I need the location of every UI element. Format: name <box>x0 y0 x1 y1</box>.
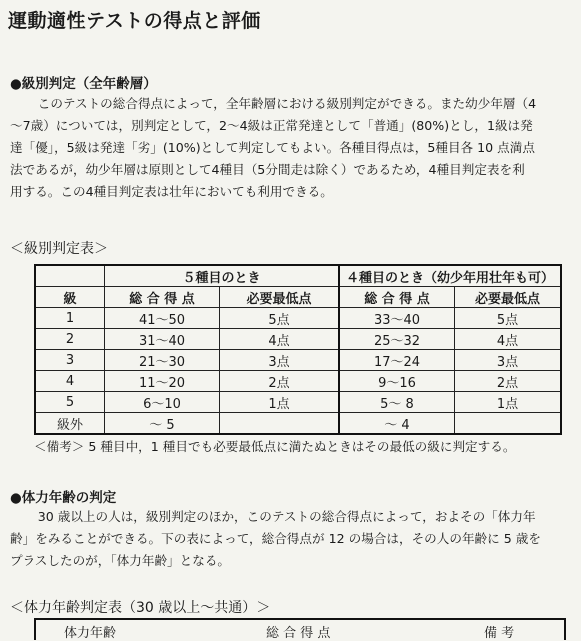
cell-total-5: 6〜10 <box>105 392 220 413</box>
table-cell <box>35 265 105 287</box>
col-header-min-5: 必要最低点 <box>220 287 340 308</box>
paragraph-line: 法であるが，幼少年層は原則として4種目（5分間走は除く）であるため，4種目判定表を利 <box>10 162 525 177</box>
cell-min-4: 3点 <box>455 350 562 371</box>
paragraph-line: プラスしたのが，「体力年齢」となる。 <box>10 553 231 568</box>
col-header-min-4: 必要最低点 <box>455 287 562 308</box>
table-note: ＜備考＞ 5 種目中，1 種目でも必要最低点に満たぬときはその最低の級に判定する。 <box>34 439 516 454</box>
cell-total-4: 〜 4 <box>339 413 455 435</box>
section-heading-grade: ●級別判定（全年齢層） <box>10 76 157 92</box>
cell-min-4: 2点 <box>455 371 562 392</box>
notes-col-header: 備 考 <box>484 626 515 641</box>
col-header-total-5: 総 合 得 点 <box>105 287 220 308</box>
page-title: 運動適性テストの得点と評価 <box>8 10 261 32</box>
group-header-4: ４種目のとき（幼少年用壮年も可） <box>339 265 561 287</box>
paragraph-line: 用する。この4種目判定表は壮年においても利用できる。 <box>10 184 333 199</box>
table-row <box>35 413 561 435</box>
group-header-5: ５種目のとき <box>105 265 340 287</box>
age-col-header: 体力年齢 <box>64 626 117 641</box>
cell-min-5: 4点 <box>220 329 340 350</box>
cell-min-4: 1点 <box>455 392 562 413</box>
table-row <box>35 350 561 371</box>
table-row <box>35 392 561 413</box>
table-row <box>35 371 561 392</box>
grade-table <box>34 264 562 435</box>
cell-total-4: 17〜24 <box>339 350 455 371</box>
cell-min-5: 3点 <box>220 350 340 371</box>
grade-table-caption: ＜級別判定表＞ <box>10 241 108 257</box>
total-col-header: 総 合 得 点 <box>266 626 331 641</box>
col-header-grade: 級 <box>35 287 105 308</box>
col-header-total-4: 総 合 得 点 <box>339 287 455 308</box>
table-row <box>35 329 561 350</box>
age-explanation <box>10 506 574 572</box>
cell-grade: 3 <box>35 350 105 371</box>
cell-grade: 1 <box>35 308 105 329</box>
cell-total-5: 31〜40 <box>105 329 220 350</box>
cell-total-5: 41〜50 <box>105 308 220 329</box>
cell-total-4: 33〜40 <box>339 308 455 329</box>
section-heading-age: ●体力年齢の判定 <box>10 490 117 506</box>
cell-min-5: 5点 <box>220 308 340 329</box>
paragraph-line: 齢」をみることができる。下の表によって，総合得点が 12 の場合は，その人の年齢に 5 歳を <box>10 531 541 546</box>
cell-total-4: 5〜 8 <box>339 392 455 413</box>
cell-total-4: 25〜32 <box>339 329 455 350</box>
table-cell <box>455 413 562 435</box>
paragraph-line: 30 歳以上の人は，級別判定のほか，このテストの総合得点によって，およその「体力年 <box>37 509 536 524</box>
cell-grade: 5 <box>35 392 105 413</box>
table-group-header <box>35 265 561 287</box>
table-cell <box>220 413 340 435</box>
cell-total-4: 9〜16 <box>339 371 455 392</box>
cell-grade: 2 <box>35 329 105 350</box>
cell-grade: 級外 <box>35 413 105 435</box>
cell-min-5: 1点 <box>220 392 340 413</box>
age-table <box>34 618 566 640</box>
cell-min-4: 5点 <box>455 308 562 329</box>
table-column-header <box>35 287 561 308</box>
cell-total-5: 〜 5 <box>105 413 220 435</box>
grade-explanation <box>10 93 574 203</box>
cell-total-5: 11〜20 <box>105 371 220 392</box>
cell-min-5: 2点 <box>220 371 340 392</box>
paragraph-line: 〜7歳）については，別判定として，2〜4級は正常発達として「普通」(80%)とし，1級は発 <box>10 118 533 133</box>
paragraph-line: 達「優」，5級は発達「劣」(10%)として判定してもよい。各種目得点は，5種目各 10 点満点 <box>10 140 535 155</box>
table-row <box>35 308 561 329</box>
cell-total-5: 21〜30 <box>105 350 220 371</box>
cell-grade: 4 <box>35 371 105 392</box>
cell-min-4: 4点 <box>455 329 562 350</box>
paragraph-line: このテストの総合得点によって，全年齢層における級別判定ができる。また幼少年層（4 <box>37 96 537 111</box>
age-table-caption: ＜体力年齢判定表（30 歳以上〜共通）＞ <box>10 600 271 616</box>
